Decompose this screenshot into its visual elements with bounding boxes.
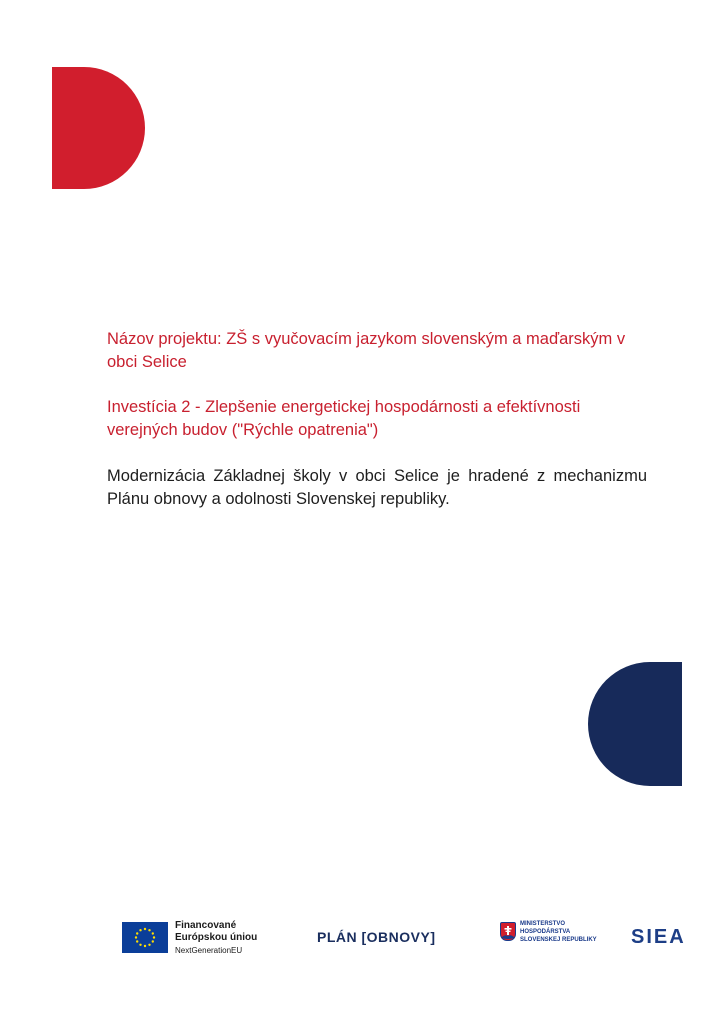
plan-obnovy-logo: PLÁN [OBNOVY] [317, 929, 436, 945]
eu-logo-line3: NextGenerationEU [175, 946, 243, 955]
eu-flag-icon [122, 922, 168, 953]
project-title: Názov projektu: ZŠ s vyučovacím jazykom slovenským a maďarským v obci Selice [107, 330, 626, 371]
siea-logo: SIEA [631, 926, 686, 948]
red-half-circle-decoration [52, 67, 145, 189]
slovak-coat-of-arms-icon [500, 922, 516, 941]
funding-statement: Modernizácia Základnej školy v obci Selice je hradené z mechanizmu Plánu obnovy a odolnosti Slovenskej republiky. [107, 467, 647, 508]
ministry-line1: MINISTERSTVO [520, 921, 566, 927]
ministry-line2: HOSPODÁRSTVA [520, 929, 571, 935]
eu-logo-line2: Európskou úniou [175, 932, 258, 943]
blue-half-circle-decoration [588, 662, 682, 786]
ministry-logo [500, 920, 610, 960]
footer-logos [0, 910, 724, 970]
eu-logo-text [175, 920, 257, 957]
investment-title: Investícia 2 - Zlepšenie energetickej hospodárnosti a efektívnosti verejných budov ("Rýchle opatrenia") [107, 398, 581, 439]
eu-logo-line1: Financované [175, 920, 237, 931]
ministry-logo-text [520, 920, 597, 944]
ministry-line3: SLOVENSKEJ REPUBLIKY [520, 937, 597, 943]
